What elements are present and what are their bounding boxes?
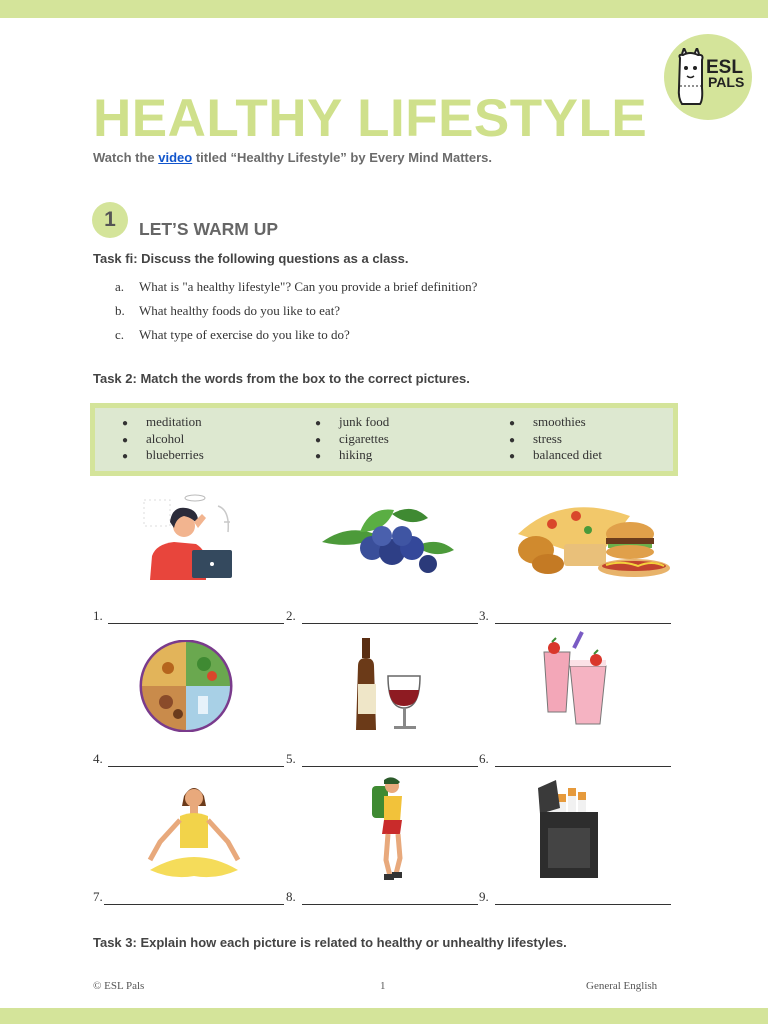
answer-line[interactable]	[108, 623, 284, 624]
hiker-icon	[368, 776, 412, 884]
question-letter: b.	[115, 303, 125, 318]
word-text: junk food	[339, 414, 390, 429]
word-text: smoothies	[533, 414, 586, 429]
logo-text-pals: PALS	[708, 74, 745, 90]
word-item	[315, 431, 389, 448]
bullet: ●	[315, 451, 322, 462]
subtitle-before: Watch the	[93, 150, 159, 165]
answer-number: 4.	[93, 751, 103, 766]
page-title: HEALTHY LIFESTYLE	[93, 89, 648, 148]
footer-copyright: © ESL Pals	[93, 980, 145, 992]
task1-label: Task fi: Discuss the following questions as a class.	[93, 251, 409, 266]
stressed-woman-icon	[140, 492, 236, 580]
smoothies-icon	[540, 630, 612, 726]
answer-number: 5.	[286, 751, 296, 766]
word-item	[315, 414, 389, 431]
word-text: alcohol	[146, 430, 185, 446]
answer-line[interactable]	[495, 766, 671, 767]
word-text: balanced diet	[533, 447, 602, 462]
section-number-badge: 1	[92, 202, 128, 238]
question-text: What is "a healthy lifestyle"? Can you provide a brief definition?	[139, 279, 478, 294]
word-text: hiking	[339, 447, 373, 462]
bullet: ●	[509, 451, 516, 462]
subtitle-after: titled “Healthy Lifestyle” by Every Mind Matters.	[192, 150, 493, 165]
bottom-band	[0, 1008, 768, 1024]
answer-number: 3.	[479, 608, 489, 623]
llama-icon	[674, 48, 708, 110]
task3-label: Task 3: Explain how each picture is related to healthy or unhealthy lifestyles.	[93, 935, 567, 950]
word-item	[122, 447, 204, 464]
section-title: LET’S WARM UP	[139, 219, 279, 239]
word-box	[90, 403, 678, 476]
word-item	[509, 414, 602, 431]
meditation-woman-icon	[146, 782, 242, 880]
wine-bottle-glass-icon	[354, 636, 422, 732]
word-text: cigarettes	[339, 430, 389, 446]
question-letter: c.	[115, 327, 125, 342]
bullet: ●	[315, 418, 322, 429]
word-item	[509, 447, 602, 464]
word-column	[509, 414, 602, 464]
bullet: ●	[315, 434, 322, 446]
question-item	[115, 303, 477, 327]
word-item	[315, 447, 389, 464]
top-band	[0, 0, 768, 18]
question-list	[115, 279, 477, 351]
answer-number: 9.	[479, 889, 489, 904]
bullet: ●	[122, 418, 129, 429]
blueberries-icon	[320, 502, 456, 576]
balanced-diet-plate-icon	[138, 640, 234, 732]
answer-number: 6.	[479, 751, 489, 766]
word-column	[315, 414, 389, 464]
word-column	[122, 414, 204, 464]
answer-number: 7.	[93, 889, 103, 904]
answer-line[interactable]	[302, 623, 478, 624]
footer-course: General English	[586, 980, 658, 992]
bullet: ●	[122, 451, 129, 462]
question-letter: a.	[115, 279, 125, 294]
answer-line[interactable]	[108, 766, 284, 767]
word-text: blueberries	[146, 447, 204, 462]
task2-label: Task 2: Match the words from the box to the correct pictures.	[93, 371, 470, 386]
question-item	[115, 327, 477, 351]
word-text: meditation	[146, 414, 202, 429]
answer-number: 2.	[286, 608, 296, 623]
question-text: What healthy foods do you like to eat?	[139, 303, 341, 318]
video-link[interactable]: video	[158, 150, 193, 165]
question-item	[115, 279, 477, 303]
answer-line[interactable]	[495, 904, 671, 905]
cigarette-pack-icon	[536, 778, 602, 880]
answer-line[interactable]	[302, 766, 478, 767]
answer-line[interactable]	[104, 904, 284, 905]
esl-pals-logo	[664, 34, 752, 120]
word-item	[122, 431, 204, 448]
footer-page-number: 1	[380, 980, 386, 992]
word-item	[509, 431, 602, 448]
answer-line[interactable]	[302, 904, 478, 905]
word-text: stress	[533, 430, 562, 446]
question-text: What type of exercise do you like to do?	[139, 327, 350, 342]
bullet: ●	[509, 434, 516, 446]
bullet: ●	[509, 418, 516, 429]
answer-line[interactable]	[495, 623, 671, 624]
answer-number: 8.	[286, 889, 296, 904]
subtitle	[93, 150, 492, 165]
answer-number: 1.	[93, 608, 103, 623]
word-item	[122, 414, 204, 431]
bullet: ●	[122, 434, 129, 446]
logo-text-esl: ESL	[706, 57, 743, 78]
junk-food-icon	[512, 494, 672, 582]
